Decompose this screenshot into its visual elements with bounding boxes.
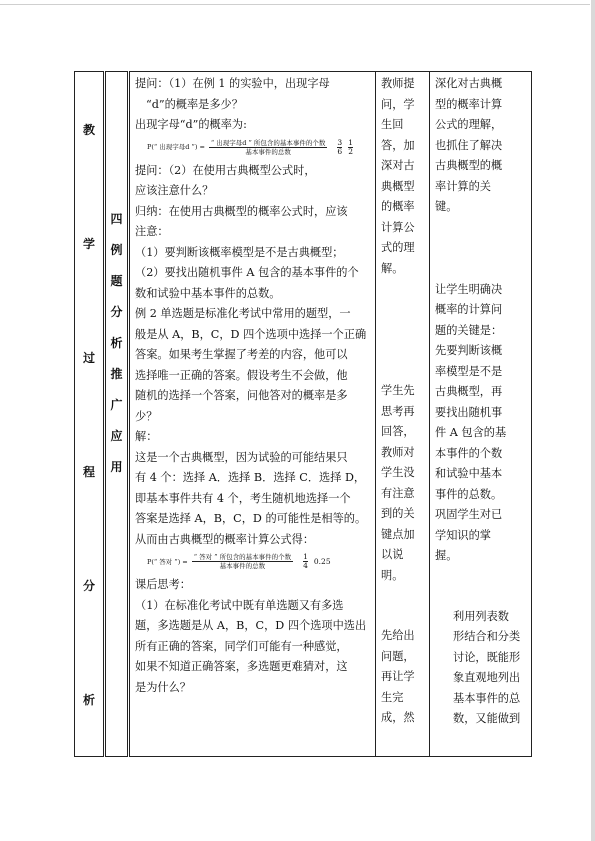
teacher-line: 教师提	[381, 77, 415, 90]
teacher-line: 问题，	[381, 649, 415, 663]
formula-1-result-num: 1	[348, 137, 353, 147]
design-line: 先要判断该概	[435, 344, 503, 357]
teacher-line: 式的理	[381, 241, 415, 254]
design-line: 和试验中基本	[435, 467, 503, 480]
step-column	[105, 72, 129, 757]
design-line: 数，又能做到	[453, 712, 521, 725]
after-class-label: 课后思考：	[135, 578, 191, 591]
spacer	[381, 279, 426, 381]
step-label-char: 例	[110, 243, 123, 257]
design-line: 公式的理解，	[435, 118, 503, 131]
teacher-line: 计算公	[381, 220, 415, 234]
design-line: 概率的计算问	[435, 303, 503, 316]
teacher-line: 键点加	[381, 527, 415, 541]
step-label-char: 四	[110, 212, 123, 226]
design-line: 率模型是不是	[435, 364, 503, 378]
teacher-line: 学生没	[381, 466, 415, 479]
design-line: 古典概型的概	[435, 159, 503, 172]
teacher-activity-block-3	[381, 626, 426, 729]
formula-2-fraction	[192, 553, 293, 570]
solution-line: 这是一个古典概型，因为试验的可能结果只	[135, 450, 348, 464]
page-edge-shadow	[591, 0, 595, 841]
formula-1-left: P(“ 出现字母d ”) =	[147, 143, 205, 151]
formula-2-value	[303, 553, 308, 570]
stage-label-char: 析	[82, 692, 95, 707]
step-label-char: 用	[110, 460, 123, 474]
question-2-line-1: 提问：（2）在使用古典概型公式时，	[135, 163, 316, 177]
teacher-line: 解。	[381, 261, 404, 275]
formula-correct-answer	[147, 553, 371, 570]
after-class-line: 题，多选题是从 A，B，C，D 四个选项中选出	[135, 619, 367, 632]
teacher-line: 深对古	[381, 159, 415, 172]
after-class-line: 所有正确的答案，同学们可能有一种感觉，	[135, 639, 348, 653]
after-class-line: 是为什么？	[135, 680, 191, 694]
formula-1-value	[337, 139, 342, 156]
formula-1-fraction	[209, 139, 328, 156]
stage-label-char: 程	[82, 464, 95, 479]
solution-line: 答案是选择 A，B，C，D 的可能性是相等的。	[135, 512, 367, 525]
teacher-line: 成，然	[381, 711, 415, 724]
example-2-text	[135, 304, 371, 427]
teacher-line: 生完	[381, 690, 404, 704]
solution-text	[135, 448, 371, 551]
design-line: 也抓住了解决	[435, 138, 503, 152]
teacher-line: 到的关	[381, 507, 415, 520]
design-line: 题的关键是：	[435, 323, 503, 337]
after-class-line: 如果不知道正确答案，多选题更难猜对，这	[135, 660, 348, 673]
step-label-char: 广	[110, 398, 123, 412]
design-line: 率计算的关	[435, 179, 491, 193]
teacher-line: 的概率	[381, 200, 415, 213]
stage-label-char: 教	[82, 122, 95, 137]
stage-label-char: 学	[82, 236, 95, 251]
after-class-line: （1）在标准化考试中既有单选题又有多选	[135, 598, 344, 612]
formula-2-value-den: 4	[303, 561, 308, 570]
summary-point-2-line-2: 数和试验中基本事件的总数。	[135, 286, 281, 300]
design-line: 利用列表数	[453, 609, 509, 623]
step-label-char: 析	[110, 336, 123, 350]
solution-line: 有 4 个：选择 A．选择 B．选择 C．选择 D，	[135, 471, 366, 484]
design-line: 讨论，既能形	[453, 650, 521, 664]
formula-2-result: 0.25	[313, 556, 331, 566]
stage-label-char: 分	[82, 578, 95, 593]
design-line: 让学生明确决	[435, 282, 503, 296]
formula-1-value-den: 6	[337, 146, 343, 156]
teacher-line: 典概型	[381, 179, 415, 193]
question-1-line-1: 提问：（1）在例 1 的实验中，出现字母	[135, 77, 330, 90]
design-line: 象直观地列出	[453, 671, 521, 684]
stage-label-char: 过	[82, 350, 95, 365]
design-line: 形结合和分类	[453, 630, 521, 643]
teacher-line: 以说	[381, 548, 404, 561]
example-line: 少？	[135, 409, 158, 423]
question-2-line-2: 应该注意什么？	[135, 184, 214, 197]
solution-line: 从而由古典概型的概率计算公式得：	[135, 532, 315, 546]
design-line: 键。	[435, 200, 458, 213]
summary-point-2-line-1: （2）要找出随机事件 A 包含的基本事件的个	[135, 266, 359, 279]
lesson-plan-table	[74, 71, 532, 757]
teacher-line: 再让学	[381, 670, 415, 683]
design-intent-column	[430, 72, 532, 757]
solution-label: 解：	[135, 430, 158, 443]
spacer	[435, 567, 528, 607]
design-line: 型的概率计算	[435, 97, 503, 111]
step-label-char: 推	[110, 367, 123, 381]
formula-letter-d	[147, 139, 371, 156]
design-line: 深化对古典概	[435, 77, 503, 90]
teacher-line: 教师对	[381, 445, 415, 459]
example-line: 般是从 A，B，C，D 四个选项中选择一个正确	[135, 327, 367, 341]
formula-2-value-num: 1	[303, 552, 308, 561]
summary-line-1: 归纳：在使用古典概型的概率公式时，应该	[135, 204, 348, 218]
design-line: 古典概型，再	[435, 385, 503, 398]
summary-line-2: 注意：	[135, 225, 169, 238]
step-label-char: 分	[110, 305, 123, 319]
design-line: 基本事件的总	[453, 691, 521, 705]
design-line: 学知识的掌	[435, 528, 491, 542]
teacher-student-activity-column	[376, 72, 430, 757]
formula-1-result-den: 2	[348, 146, 353, 156]
teacher-line: 明。	[381, 568, 404, 582]
teacher-activity-block-1	[381, 74, 426, 279]
step-label-char: 题	[110, 274, 123, 288]
design-line: 要找出随机事	[435, 405, 503, 419]
spacer	[435, 218, 528, 280]
teacher-line: 学生先	[381, 384, 415, 397]
teacher-line: 思考再	[381, 404, 415, 418]
content-column	[129, 72, 376, 757]
solution-line: 即基本事件共有 4 个，考生随机地选择一个	[135, 491, 351, 505]
example-line: 选择唯一正确的答案。假设考生不会做，他	[135, 368, 348, 382]
design-intent-block-3	[435, 607, 528, 730]
teacher-line: 答，加	[381, 138, 415, 152]
example-line: 随机的选择一个答案，问他答对的概率是多	[135, 389, 348, 402]
after-class-text	[135, 596, 371, 699]
teacher-line: 回答，	[381, 425, 415, 438]
stage-column	[75, 72, 105, 757]
step-label	[106, 72, 127, 756]
example-line: 答案。如果考生掌握了考差的内容，他可以	[135, 348, 348, 361]
teacher-line: 有注意	[381, 486, 415, 500]
formula-1-denominator: 基本事件的总数	[245, 147, 291, 156]
formula-2-numerator: “ 答对 ” 所包含的基本事件的个数	[193, 553, 292, 561]
summary-point-1: （1）要判断该概率模型是不是古典概型；	[135, 245, 344, 259]
stage-label	[75, 72, 103, 756]
spacer	[381, 586, 426, 626]
design-line: 本事件的个数	[435, 446, 503, 460]
formula-2-left: P(“ 答对 ”) =	[147, 557, 188, 566]
teacher-line: 生回	[381, 118, 404, 131]
design-line: 巩固学生对已	[435, 508, 503, 521]
step-label-char: 应	[110, 429, 123, 443]
design-line: 件 A 包含的基	[435, 426, 507, 439]
design-line: 事件的总数。	[435, 487, 503, 501]
formula-1-value-num: 3	[337, 137, 343, 147]
formula-1-numerator: “ 出现字母d ” 所包含的基本事件的个数	[210, 138, 326, 147]
answer-1-intro: 出现字母“d”的概率为:	[135, 118, 247, 131]
formula-1-result	[348, 139, 353, 156]
design-intent-block-1	[435, 74, 528, 218]
example-line: 例 2 单选题是标准化考试中常用的题型，一	[135, 307, 351, 320]
teacher-line: 问，学	[381, 97, 415, 111]
teacher-line: 先给出	[381, 629, 415, 642]
design-line: 握。	[435, 549, 458, 562]
design-intent-block-2	[435, 280, 528, 567]
formula-2-denominator: 基本事件的总数	[219, 562, 266, 570]
top-rule	[0, 4, 590, 5]
teacher-activity-block-2	[381, 381, 426, 586]
question-1-line-2: “d”的概率是多少？	[146, 97, 243, 111]
